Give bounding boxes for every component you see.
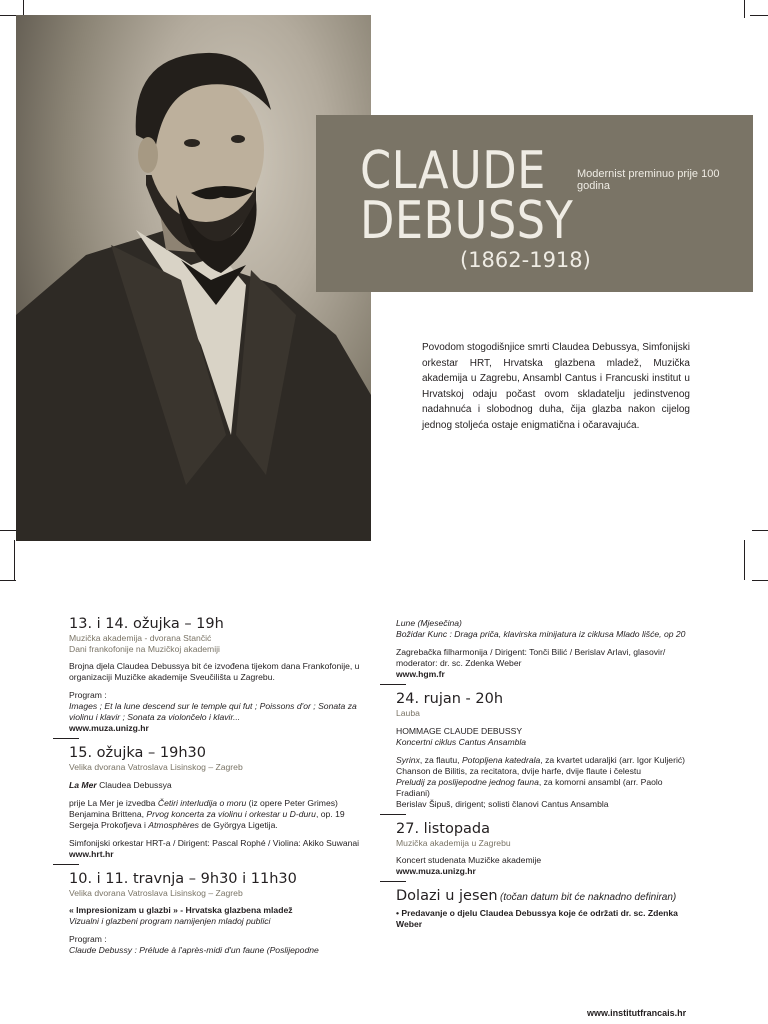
event-link[interactable]: www.muza.unizg.hr: [69, 723, 149, 733]
events-left-column: [69, 616, 369, 956]
event-performers: Zagrebačka filharmonija / Dirigent: Tonči Bilić / Berislav Arlavi, glasovir/ moderator: dr. sc. Zdenka Weber: [396, 647, 666, 668]
crop-mark: [744, 540, 745, 580]
work-heading: [69, 780, 369, 791]
program-text: , za kvartet udaraljki (arr. Igor Kuljerić): [540, 754, 686, 765]
title-banner: [316, 115, 753, 292]
event-date: 10. i 11. travnja – 9h30 i 11h30: [69, 870, 297, 887]
event-title: HOMMAGE CLAUDE DEBUSSY: [396, 725, 523, 736]
program-list: Claude Debussy : Prélude à l'après-midi d'un faune (Poslijepodne: [69, 945, 319, 955]
program-work: Preludij za poslijepodne jednog fauna: [396, 776, 539, 787]
event-date: 13. i 14. ožujka – 19h: [69, 616, 224, 632]
event-april-10: [69, 871, 369, 957]
composer-years: (1862-1918): [460, 248, 591, 272]
program-text: (iz opere Peter Grimes) Benjamina Brittena,: [69, 797, 338, 819]
event-series: Dani frankofonije na Muzičkoj akademiji: [69, 643, 220, 654]
lecture-title: • Predavanje o djelu Claudea Debussya: [396, 908, 557, 918]
work-author: Claudea Debussya: [96, 779, 172, 790]
crop-mark: [0, 580, 16, 581]
program-item: Lune (Mjesečina): [396, 618, 462, 628]
crop-mark: [750, 15, 768, 16]
divider: [53, 738, 79, 739]
crop-mark: [0, 530, 16, 531]
event-april-continued: [396, 618, 698, 685]
work-title: La Mer: [69, 779, 97, 790]
event-march-15: [69, 745, 369, 865]
program-item: [396, 777, 698, 799]
event-subtitle: Koncertni ciklus Cantus Ansambla: [396, 736, 527, 747]
event-september-24: [396, 691, 698, 815]
program-label: Program :: [69, 934, 107, 944]
program-work: Četiri interludija o moru: [157, 797, 247, 808]
event-date: 24. rujan - 20h: [396, 691, 504, 707]
event-date: 15. ožujka – 19h30: [69, 745, 206, 761]
event-title: [69, 905, 369, 916]
divider: [380, 881, 406, 882]
event-march-13: [69, 616, 369, 739]
divider: [53, 864, 79, 865]
program-item: Chanson de Bilitis, za recitatora, dvije harfe, dvije flaute i čelestu: [396, 765, 642, 776]
intro-paragraph: Povodom stogodišnjice smrti Claudea Debussya, Simfonijski orkestar HRT, Hrvatska glazbena mladež, Muzička akademija u Zagrebu, Ansambl Cantus i Francuski institut u Hrvatskoj odaju počast ovom skladatelju jedinstvenog nadahnuća i slobodnog duha, čija glazba nakon cijelog jednog stoljeća ostaje enigmatična i očaravajuća.: [422, 342, 690, 431]
crop-mark: [752, 580, 768, 581]
event-description: Koncert studenata Muzičke akademije: [396, 855, 542, 865]
autumn-title: Dolazi u jesen: [396, 888, 498, 904]
event-venue: Velika dvorana Vatroslava Lisinskog – Zagreb: [69, 887, 243, 898]
event-subtitle: Vizualni i glazbeni program namijenjen mladoj publici: [69, 916, 271, 926]
program-work: Prvog koncerta za violinu i orkestar u D-duru: [146, 808, 316, 819]
banner-subtitle: Modernist preminuo prije 100 godina: [577, 168, 720, 192]
program-text: , za flautu,: [419, 754, 462, 765]
event-link[interactable]: www.hgm.fr: [396, 669, 445, 679]
event-title-main: « Impresionizam u glazbi »: [69, 905, 178, 915]
event-link[interactable]: www.muza.unizg.hr: [396, 866, 476, 876]
footer-link[interactable]: www.institutfrancais.hr: [587, 1008, 687, 1018]
event-venue: Velika dvorana Vatroslava Lisinskog – Zagreb: [69, 762, 243, 772]
lecture-speaker: koje će održati dr. sc. Zdenka Weber: [396, 908, 678, 929]
composer-first-name: CLAUDE: [360, 141, 546, 201]
event-performers: Berislav Šipuš, dirigent; solisti članovi Cantus Ansambla: [396, 798, 609, 809]
event-venue: Muzička akademija - dvorana Stančić: [69, 633, 212, 643]
event-october-27: [396, 821, 698, 883]
program-text: , za komorni ansambl (arr. Paolo Fradiani): [396, 776, 663, 798]
program-list: Images ; Et la lune descend sur le temple qui fut ; Poissons d'or ; Sonata za violinu i klavir ; Sonata za violončelo i klavir...: [69, 701, 357, 722]
program-text: de Györgya Ligetija.: [198, 819, 278, 830]
program-label: Program :: [69, 690, 107, 700]
event-program: [69, 798, 369, 831]
divider: [380, 814, 406, 815]
crop-mark: [752, 530, 768, 531]
program-work: Syrinx: [396, 754, 420, 765]
program-item: [396, 755, 698, 766]
program-work: Atmosphères: [148, 819, 199, 830]
event-venue: Lauba: [396, 708, 420, 718]
autumn-bullet: [396, 908, 698, 930]
event-link[interactable]: www.hrt.hr: [69, 848, 114, 859]
autumn-note: (točan datum bit će naknadno definiran): [500, 892, 677, 903]
program-work: Potopljena katedrala: [461, 754, 541, 765]
autumn-section: [396, 888, 698, 930]
autumn-heading: [396, 888, 698, 905]
composer-last-name: DEBUSSY: [360, 191, 574, 251]
program-text: prije La Mer je izvedba: [69, 797, 158, 808]
event-description: Brojna djela Claudea Debussya bit će izvođena tijekom dana Frankofonije, u organizaciji Muzičke akademije Sveučilišta u Zagrebu.: [69, 661, 360, 682]
events-right-column: [396, 618, 698, 930]
program-item: Božidar Kunc : Draga priča, klavirska minijatura iz ciklusa Mlado lišće, op 20: [396, 629, 686, 639]
divider: [380, 684, 406, 685]
crop-mark: [14, 540, 15, 580]
event-performers: Simfonijski orkestar HRT-a / Dirigent: Pascal Rophé / Violina: Akiko Suwanai: [69, 837, 360, 848]
crop-mark: [744, 0, 745, 18]
event-title-org: - Hrvatska glazbena mladež: [177, 905, 293, 915]
event-venue: Muzička akademija u Zagrebu: [396, 837, 511, 848]
event-date: 27. listopada: [396, 820, 491, 837]
program-text: , op. 19 Sergeja Prokofjeva i: [69, 808, 345, 830]
